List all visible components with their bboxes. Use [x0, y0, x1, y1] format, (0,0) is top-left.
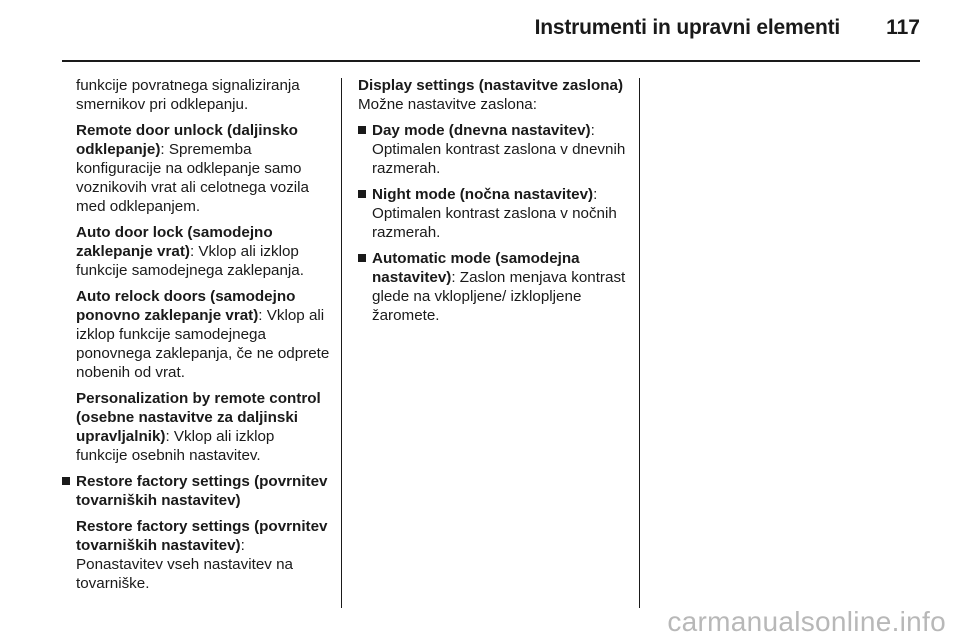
term: Day mode (dnevna nastavitev)	[372, 122, 591, 139]
bullet-item	[358, 249, 630, 325]
watermark: carmanualsonline.info	[667, 606, 946, 637]
page-header-title: Instrumenti in upravni elementi	[534, 16, 840, 39]
paragraph-text: : Vklop ali izklop funkcije samodejnega zaklepanja.	[76, 243, 304, 279]
paragraph	[62, 287, 330, 382]
term: Auto door lock (samodejno zaklepanje vrat)	[76, 224, 273, 260]
column-divider-left	[341, 78, 342, 608]
term: Restore factory settings (povrnitev tovarniških nastavitev)	[76, 518, 328, 554]
paragraph-text: funkcije povratnega signaliziranja smernikov pri odklepanju.	[76, 77, 300, 113]
paragraph	[62, 389, 330, 465]
square-bullet-icon	[62, 477, 70, 485]
term: Automatic mode (samodejna nastavitev)	[372, 250, 580, 286]
page-number: 117	[886, 16, 920, 39]
square-bullet-icon	[358, 254, 366, 262]
paragraph-text: : Vklop ali izklop funkcije osebnih nastavitev.	[76, 428, 275, 464]
bullet-text: : Zaslon menjava kontrast glede na vklopljene/ izklopljene žaromete.	[372, 269, 626, 324]
paragraph	[62, 121, 330, 216]
term: Personalization by remote control (osebne nastavitve za daljinski upravljalnik)	[76, 390, 321, 445]
square-bullet-icon	[358, 190, 366, 198]
section-intro: Možne nastavitve zaslona:	[358, 96, 537, 113]
column-divider-right	[639, 78, 640, 608]
paragraph-text: : Vklop ali izklop funkcije samodejnega ponovnega zaklepanja, če ne odprete nobenih od vrat.	[76, 307, 330, 381]
column-left	[62, 76, 330, 600]
square-bullet-icon	[358, 126, 366, 134]
bullet-text: : Optimalen kontrast zaslona v nočnih razmerah.	[372, 186, 617, 241]
column-right	[358, 76, 630, 332]
paragraph	[62, 223, 330, 280]
paragraph	[62, 517, 330, 593]
term: Auto relock doors (samodejno ponovno zaklepanje vrat)	[76, 288, 296, 324]
paragraph	[62, 76, 330, 114]
bullet-text: : Optimalen kontrast zaslona v dnevnih razmerah.	[372, 122, 626, 177]
paragraph-text: : Ponastavitev vseh nastavitev na tovarniške.	[76, 537, 293, 592]
term: Restore factory settings (povrnitev tovarniških nastavitev)	[76, 473, 328, 509]
bullet-item	[358, 121, 630, 178]
paragraph-text: : Sprememba konfiguracije na odklepanje samo voznikovih vrat ali celotnega vozila med odklepanjem.	[76, 141, 309, 215]
header-rule	[62, 60, 920, 62]
bullet-item	[358, 185, 630, 242]
bullet-item	[62, 472, 330, 510]
term: Remote door unlock (daljinsko odklepanje)	[76, 122, 298, 158]
section-heading: Display settings (nastavitve zaslona)	[358, 77, 624, 94]
term: Night mode (nočna nastavitev)	[372, 186, 594, 203]
